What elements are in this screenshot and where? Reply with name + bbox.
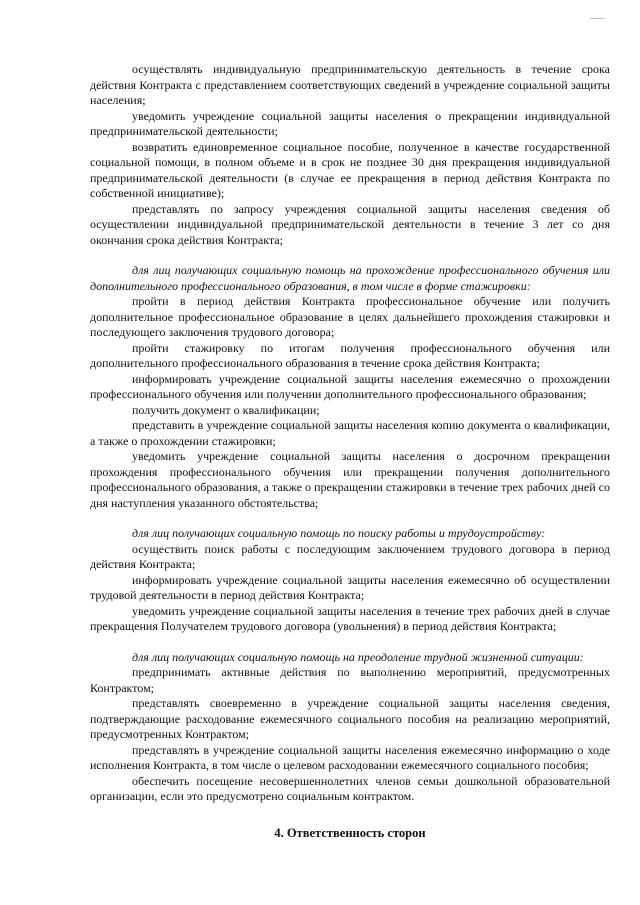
list-item: уведомить учреждение социальной защиты населения в течение трех рабочих дней в случае прекращения Получателем трудового договора (увольнения) в период действия Контракта; — [90, 603, 610, 633]
list-item: возвратить единовременное социальное пособие, полученное в качестве государственной социальной помощи, в полном объеме и в срок не позднее 30 дня прекращения индивидуальной предпринимательской деятельности (в случае ее прекращения в период действия Контракта по собственной инициативе); — [90, 139, 610, 200]
list-item: информировать учреждение социальной защиты населения ежемесячно о прохождении профессионального обучения или получении дополнительного профессионального образования; — [90, 371, 610, 401]
section-entrepreneurship — [90, 62, 610, 248]
list-item: уведомить учреждение социальной защиты населения о прекращении индивидуальной предпринимательской деятельности; — [90, 108, 610, 138]
list-item: информировать учреждение социальной защиты населения ежемесячно об осуществлении трудовой деятельности в период действия Контракта; — [90, 572, 610, 602]
list-item: представлять своевременно в учреждение социальной защиты населения сведения, подтверждающие расходование ежемесячного социального пособия на реализацию мероприятий, предусмотренных Контрактом; — [90, 696, 610, 741]
list-item: получить документ о квалификации; — [132, 402, 320, 417]
list-item: пройти стажировку по итогам получения профессионального обучения или дополнительного профессионального образования в течение срока действия Контракта; — [90, 340, 610, 370]
scan-mark-top — [590, 18, 604, 19]
section-job-search — [90, 526, 610, 635]
list-item: представлять в учреждение социальной защиты населения ежемесячно информацию о ходе исполнения Контракта, в том числе о целевом расходовании ежемесячного социального пособия; — [90, 742, 610, 772]
section-heading: 4. Ответственность сторон — [274, 825, 426, 840]
section-lead: для лиц получающих социальную помощь на прохождение профессионального обучения или дополнительного профессионального образования, в том числе в форме стажировки: — [90, 263, 610, 293]
section-hardship — [90, 650, 610, 805]
list-item: предпринимать активные действия по выполнению мероприятий, предусмотренных Контрактом; — [90, 665, 610, 695]
list-item: обеспечить посещение несовершеннолетних членов семьи дошкольной образовательной организации, если это предусмотрено социальным контрактом. — [90, 773, 610, 803]
section-lead: для лиц получающих социальную помощь на преодоление трудной жизненной ситуации: — [132, 649, 584, 664]
document-page — [90, 62, 610, 854]
list-item: представить в учреждение социальной защиты населения копию документа о квалификации, а также о прохождении стажировки; — [90, 418, 610, 448]
list-item: уведомить учреждение социальной защиты населения о досрочном прекращении прохождения профессионального обучения или прекращении получения дополнительного профессионального образования, а также о прекращении стажировки в течение трех рабочих дней со дня наступления указанного обстоятельства; — [90, 449, 610, 510]
list-item: осуществлять индивидуальную предпринимательскую деятельность в течение срока действия Контракта с представлением соответствующих сведений в учреждение социальной защиты населения; — [90, 62, 610, 107]
section-lead: для лиц получающих социальную помощь по поиску работы и трудоустройству: — [132, 526, 546, 540]
section-education — [90, 263, 610, 511]
list-item: представлять по запросу учреждения социальной защиты населения сведения об осуществлении индивидуальной предпринимательской деятельности в течение 3 лет со дня окончания срока действия Контракта; — [90, 201, 610, 247]
list-item: пройти в период действия Контракта профессиональное обучение или получить дополнительное профессиональное образование в целях дальнейшего прохождения стажировки и последующего заключения трудового договора; — [90, 294, 610, 339]
list-item: осуществить поиск работы с последующим заключением трудового договора в период действия Контракта; — [90, 541, 610, 571]
